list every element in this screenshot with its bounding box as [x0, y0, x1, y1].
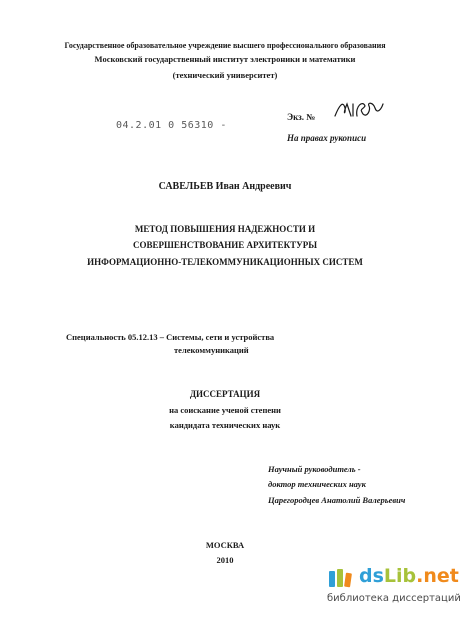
- dslib-watermark: [327, 565, 461, 610]
- title-line-3: ИНФОРМАЦИОННО-ТЕЛЕКОММУНИКАЦИОННЫХ СИСТЕМ: [87, 257, 363, 267]
- title-line-1: МЕТОД ПОВЫШЕНИЯ НАДЕЖНОСТИ И: [134, 224, 316, 234]
- supervisor-degree: доктор технических наук: [268, 479, 366, 489]
- specialty-line-1: Специальность 05.12.13 – Системы, сети и устройства: [66, 332, 275, 342]
- institution-line-2: Московский государственный институт электроники и математики: [94, 54, 356, 64]
- dissertation-heading: ДИССЕРТАЦИЯ: [189, 389, 261, 399]
- specialty-line-2: телекоммуникаций: [174, 345, 249, 355]
- supervisor-role: Научный руководитель -: [268, 464, 361, 474]
- city: МОСКВА: [205, 540, 245, 550]
- copy-number-label: Экз. №: [287, 112, 316, 122]
- watermark-logo: dsLib.net: [359, 565, 459, 587]
- degree-line-2: кандидата технических наук: [169, 420, 281, 430]
- watermark-tagline: библиотека диссертаций: [327, 593, 461, 604]
- year: 2010: [216, 555, 234, 565]
- institution-line-1: Государственное образовательное учреждение высшего профессионального образования: [64, 41, 386, 50]
- author-name: САВЕЛЬЕВ Иван Андреевич: [158, 181, 292, 192]
- handwritten-signature: [333, 96, 385, 120]
- archive-stamp: 04.2.01 0 56310 -: [116, 120, 227, 131]
- supervisor-name: Царегородцев Анатолий Валерьевич: [268, 495, 406, 505]
- degree-line-1: на соискание ученой степени: [169, 405, 281, 415]
- books-icon: [327, 567, 355, 589]
- institution-line-3: (технический университет): [172, 70, 278, 80]
- title-line-2: СОВЕРШЕНСТВОВАНИЕ АРХИТЕКТУРЫ: [132, 240, 318, 250]
- rights-notice: На правах рукописи: [287, 133, 367, 143]
